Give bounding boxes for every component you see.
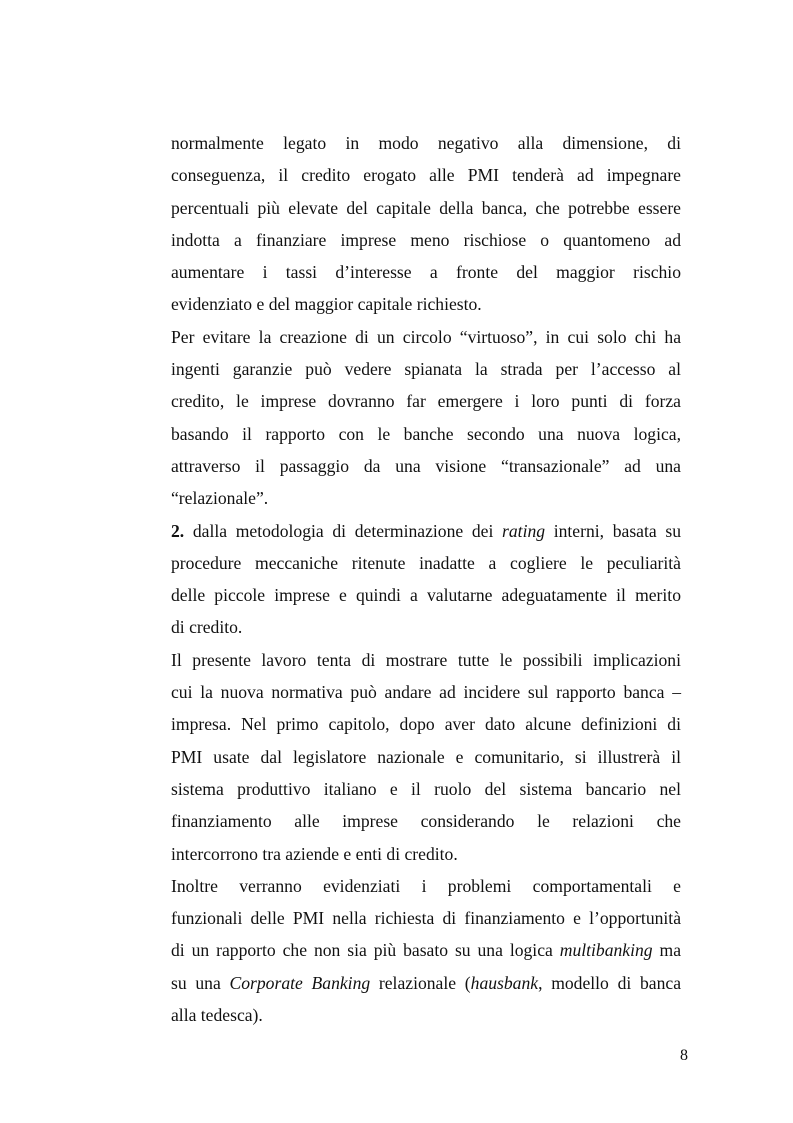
text-segment: , modello di banca [538, 972, 682, 993]
text-line [171, 967, 681, 999]
text-line: credito, le imprese dovranno far emergere i loro punti di forza [171, 391, 681, 412]
text-line: basando il rapporto con le banche secondo una nuova logica, [171, 423, 681, 444]
text-line: Inoltre verranno evidenziati i problemi comportamentali e [171, 875, 681, 896]
text-segment: interni, basata su [545, 520, 682, 541]
text-line: impresa. Nel primo capitolo, dopo aver dato alcune definizioni di [171, 714, 681, 735]
list-item-2 [171, 515, 681, 547]
text-line: Per evitare la creazione di un circolo “virtuoso”, in cui solo chi ha [171, 326, 681, 347]
emphasis-text: Corporate Banking [229, 972, 371, 993]
text-segment: dalla metodologia di determinazione dei [184, 520, 503, 541]
body-text [171, 127, 681, 1031]
emphasis-text: rating [502, 520, 546, 541]
text-segment: di un rapporto che non sia più basato su una logica [171, 940, 560, 961]
page-number: 8 [680, 1047, 688, 1064]
text-line: indotta a finanziare imprese meno rischiose o quantomeno ad [171, 229, 681, 250]
text-line: aumentare i tassi d’interesse a fronte del maggior rischio [171, 262, 681, 283]
text-line: funzionali delle PMI nella richiesta di finanziamento e l’opportunità [171, 908, 681, 929]
text-segment: ma [652, 940, 681, 961]
text-line: conseguenza, il credito erogato alle PMI tenderà ad impegnare [171, 165, 681, 186]
text-line: alla tedesca). [171, 1005, 263, 1026]
text-line: percentuali più elevate del capitale della banca, che potrebbe essere [171, 197, 681, 218]
text-line: attraverso il passaggio da una visione “transazionale” ad una [171, 455, 681, 476]
text-line: intercorrono tra aziende e enti di credito. [171, 843, 458, 864]
text-line: evidenziato e del maggior capitale richiesto. [171, 294, 482, 315]
text-line: cui la nuova normativa può andare ad incidere sul rapporto banca – [171, 682, 681, 703]
text-segment: relazionale ( [370, 972, 471, 993]
text-line: procedure meccaniche ritenute inadatte a cogliere le peculiarità [171, 552, 681, 573]
text-line [171, 934, 681, 966]
text-segment: su una [171, 972, 230, 993]
text-line: di credito. [171, 617, 243, 638]
text-line: delle piccole imprese e quindi a valutarne adeguatamente il merito [171, 585, 681, 606]
text-line: ingenti garanzie può vedere spianata la strada per l’accesso al [171, 359, 681, 380]
list-number: 2. [171, 520, 185, 541]
text-line: PMI usate dal legislatore nazionale e comunitario, si illustrerà il [171, 746, 681, 767]
text-line: sistema produttivo italiano e il ruolo del sistema bancario nel [171, 778, 681, 799]
text-line: Il presente lavoro tenta di mostrare tutte le possibili implicazioni [171, 649, 681, 670]
text-line: “relazionale”. [171, 488, 269, 509]
text-line: normalmente legato in modo negativo alla dimensione, di [171, 133, 681, 153]
emphasis-text: multibanking [559, 940, 653, 961]
text-line: finanziamento alle imprese considerando le relazioni che [171, 811, 681, 832]
emphasis-text: hausbank [470, 972, 539, 993]
